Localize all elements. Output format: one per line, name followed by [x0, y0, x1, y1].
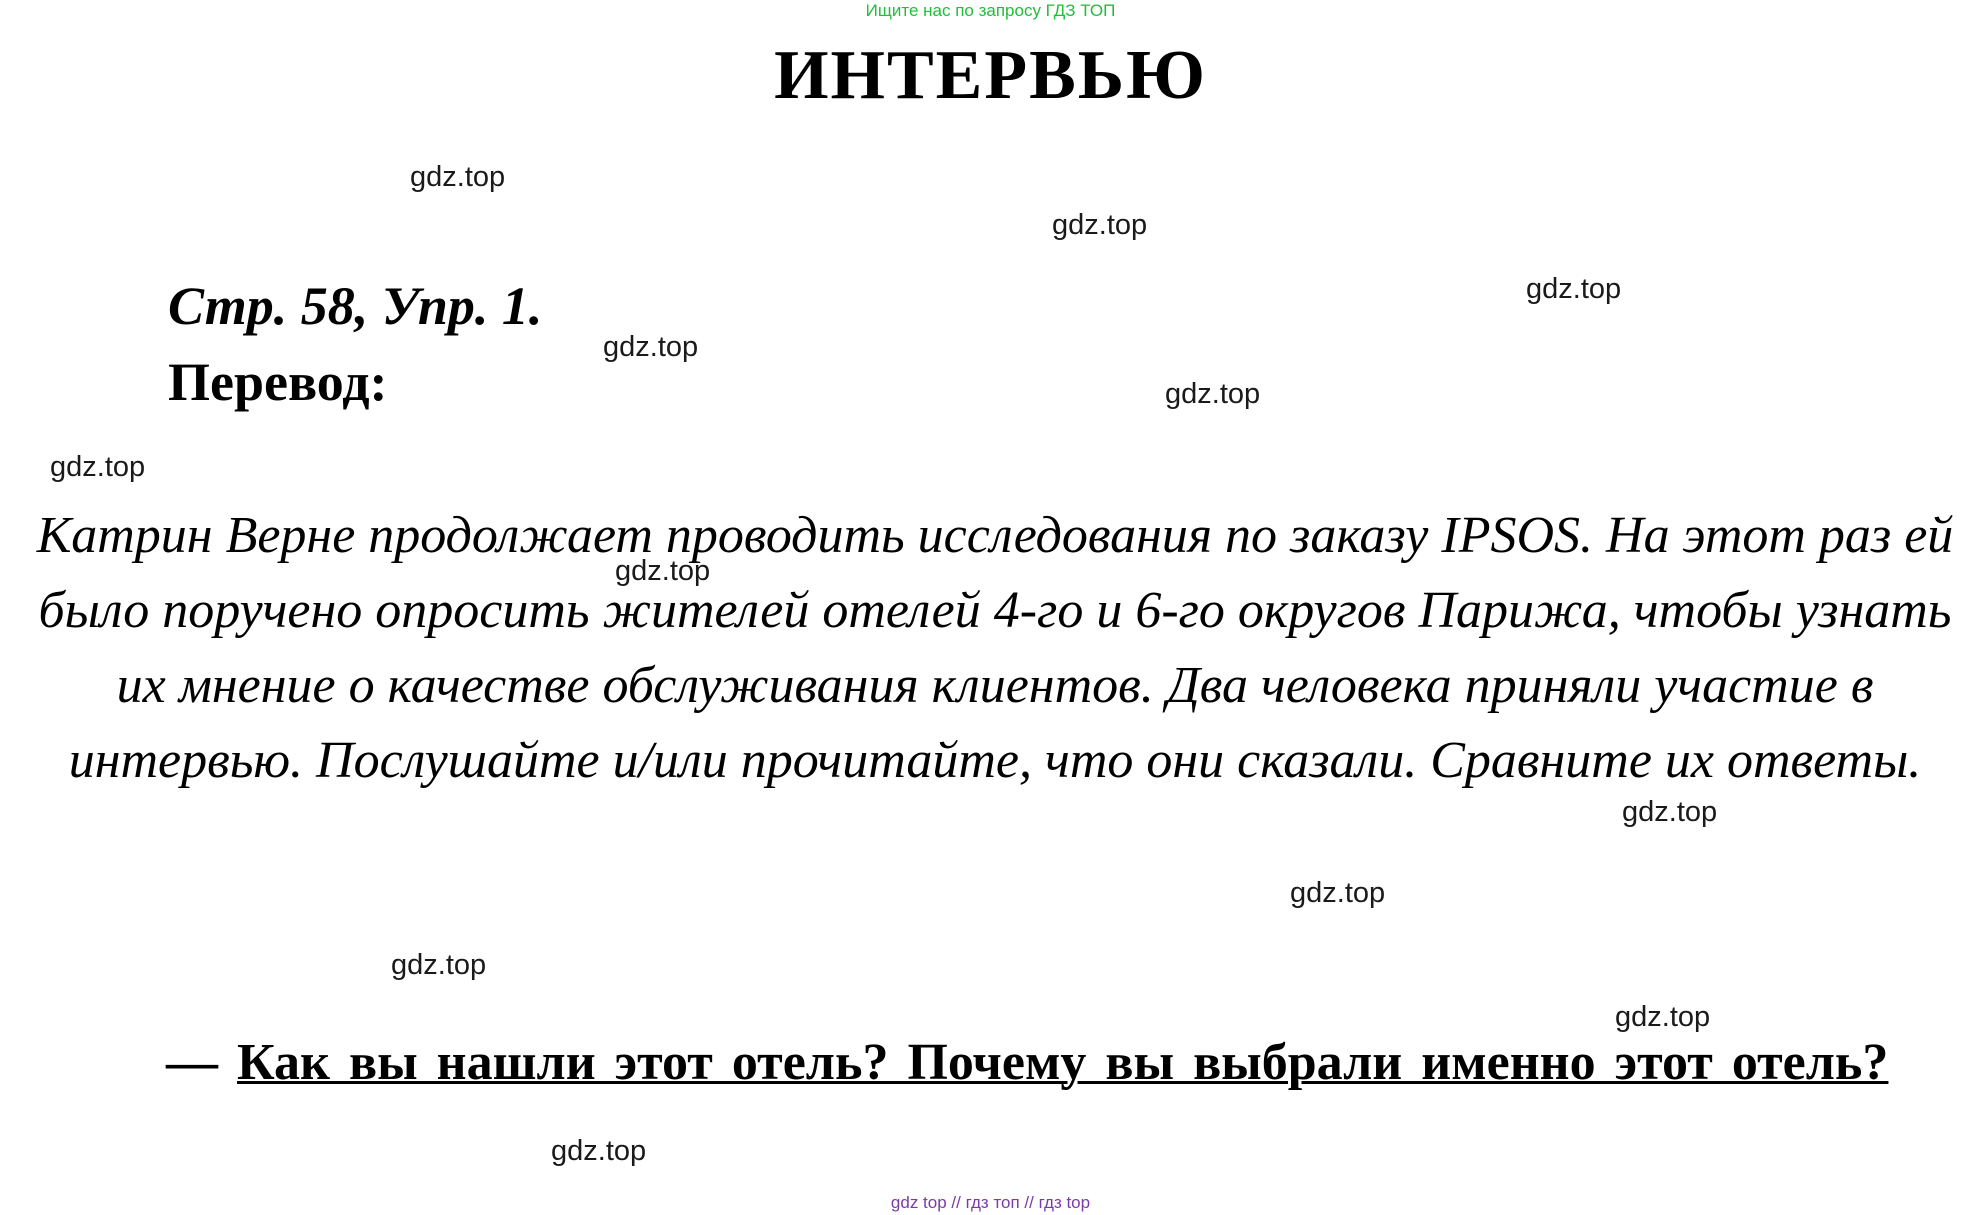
watermark: gdz.top: [410, 161, 506, 193]
question-text: Как вы нашли этот отель? Почему вы выбрали именно этот отель?: [237, 1034, 1889, 1091]
watermark: gdz.top: [551, 1135, 647, 1167]
interview-question: [18, 1025, 1970, 1100]
top-banner: [0, 0, 1981, 22]
translation-paragraph: Катрин Верне продолжает проводить исследования по заказу IPSOS. На этот раз ей было поручено опросить жителей отелей 4-го и 6-го округов Парижа, чтобы узнать их мнение о качестве обслуживания клиентов. Два человека приняли участие в интервью. Послушайте и/или прочитайте, что они сказали. Сравните их ответы.: [36, 507, 1954, 789]
watermark: gdz.top: [603, 331, 699, 363]
watermark: gdz.top: [1165, 378, 1261, 410]
watermark: gdz.top: [1052, 209, 1148, 241]
exercise-reference: Стр. 58, Упр. 1.: [168, 276, 543, 336]
question-dash: —: [166, 1034, 218, 1091]
watermark: gdz.top: [1526, 273, 1622, 305]
watermark: gdz.top: [1615, 1001, 1711, 1033]
watermark: gdz.top: [1290, 877, 1386, 909]
watermark: gdz.top: [615, 555, 711, 587]
banner-text: Ищите нас по запросу ГДЗ ТОП: [865, 1, 1116, 20]
watermark: gdz.top: [391, 949, 487, 981]
footer-text: gdz top // гдз топ // гдз top: [890, 1193, 1091, 1212]
watermark: gdz.top: [1622, 796, 1718, 828]
watermark: gdz.top: [50, 451, 146, 483]
page-title: ИНТЕРВЬЮ: [774, 37, 1207, 114]
translation-label: Перевод:: [168, 352, 388, 412]
